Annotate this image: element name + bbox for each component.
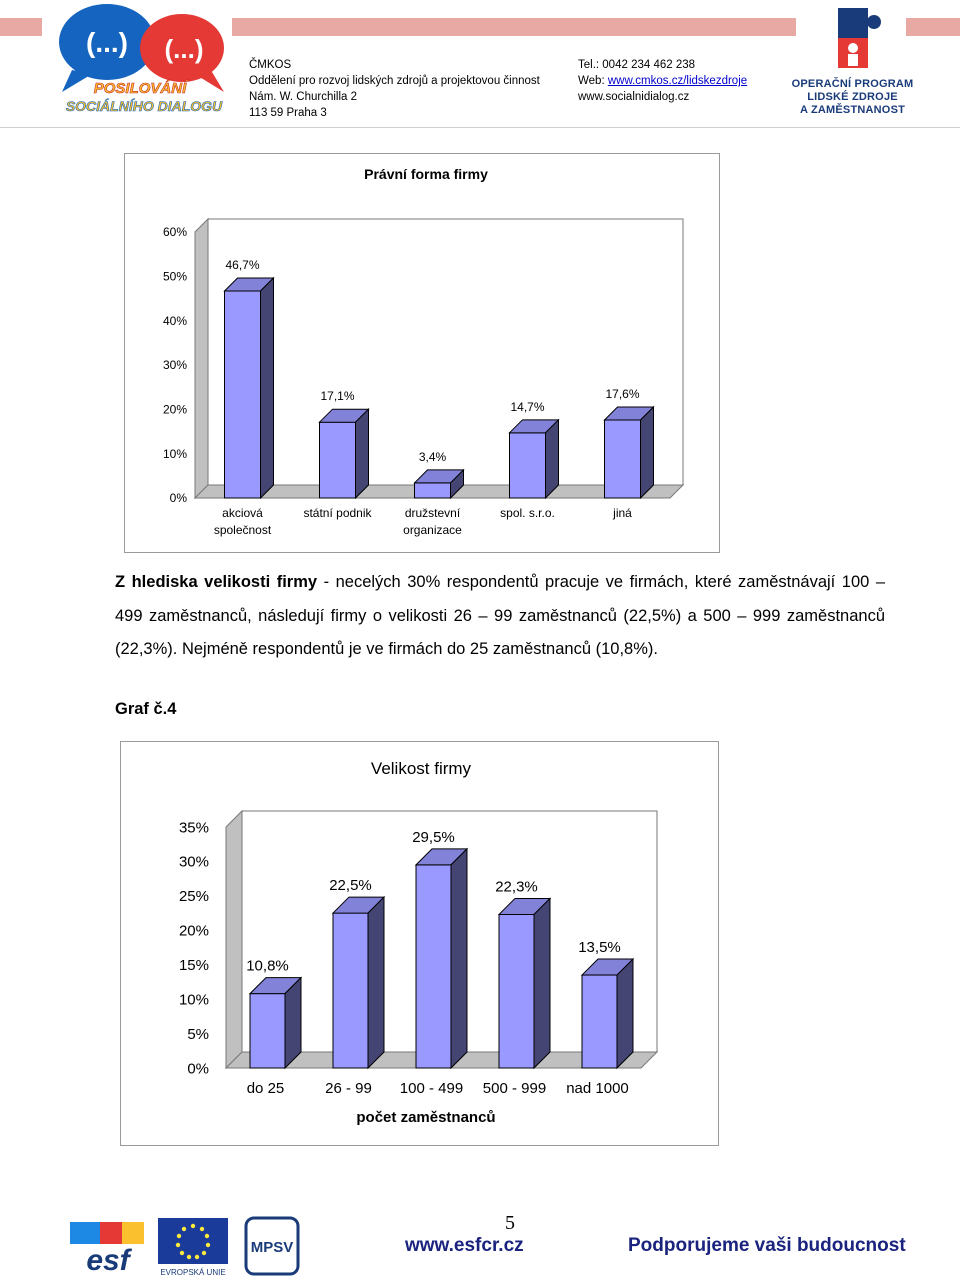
data-label: 22,3%	[495, 878, 538, 896]
page-number: 5	[505, 1212, 515, 1234]
contact-web-link[interactable]: www.cmkos.cz/lidskezdroje	[607, 75, 748, 87]
org-line-1: ČMKOS	[249, 59, 292, 71]
logo-title-line2: SOCIÁLNÍHO DIALOGU	[65, 98, 223, 114]
contact-tel: Tel.: 0042 234 462 238	[578, 59, 696, 71]
data-label: 13,5%	[578, 939, 621, 957]
contact-info	[578, 57, 747, 105]
bar-front	[225, 291, 261, 498]
y-tick-label: 30%	[178, 853, 209, 871]
eu-flag-logo	[158, 1218, 228, 1278]
y-tick-label: 30%	[162, 358, 187, 373]
x-axis-title: počet zaměstnanců	[356, 1109, 496, 1126]
y-tick-label: 25%	[178, 888, 209, 906]
x-tick-label: státní podnik	[303, 506, 372, 520]
data-label: 10,8%	[246, 957, 289, 975]
bar-side	[617, 959, 633, 1068]
bar	[416, 849, 467, 1068]
bar-front	[582, 975, 617, 1068]
data-label: 29,5%	[412, 828, 455, 846]
contact-web-label: Web:	[578, 75, 608, 87]
y-tick-label: 60%	[162, 225, 187, 240]
x-tick-label: družstevní	[404, 506, 461, 520]
body-paragraph	[115, 566, 885, 667]
bar-front	[416, 865, 451, 1068]
data-label: 22,5%	[329, 877, 372, 895]
op-line-1: OPERAČNÍ PROGRAM	[791, 78, 914, 90]
bar-side	[546, 420, 559, 498]
header-bar-left	[0, 18, 42, 36]
chart-title: Právní forma firmy	[364, 166, 488, 182]
bar	[605, 407, 654, 498]
contact-web2[interactable]: www.socialnidialog.cz	[578, 91, 690, 103]
mpsv-logo	[244, 1216, 300, 1276]
y-tick-label: 50%	[162, 269, 187, 284]
paragraph-bold-lead: Z hlediska velikosti firmy	[115, 573, 318, 591]
bar	[499, 898, 550, 1068]
data-label: 17,6%	[605, 386, 640, 401]
bar-side	[451, 849, 467, 1068]
bar	[510, 420, 559, 498]
op-line-3: A ZAMĚSTNANOST	[799, 104, 906, 116]
header-bar-center	[232, 18, 796, 36]
bar-front	[510, 433, 546, 498]
chart-title: Velikost firmy	[370, 759, 472, 778]
org-line-3: Nám. W. Churchilla 2	[249, 91, 358, 103]
x-tick-label: spol. s.r.o.	[500, 506, 555, 520]
org-line-4: 113 59 Praha 3	[249, 107, 327, 119]
logo-bubble-right: (...)	[164, 34, 204, 64]
x-tick-label: organizace	[403, 523, 462, 537]
x-tick-label: akciová	[222, 506, 263, 520]
footer-slogan: Podporujeme vaši budoucnost	[628, 1235, 906, 1256]
bar	[582, 959, 633, 1068]
op-lzz-title	[790, 78, 915, 117]
posilovani-logo	[52, 0, 237, 120]
esf-logo-text: esf	[86, 1244, 130, 1274]
bar-side	[285, 978, 301, 1068]
x-tick-label: společnost	[213, 523, 272, 537]
data-label: 3,4%	[418, 449, 447, 464]
chart-company-size	[120, 741, 719, 1146]
x-tick-label: nad 1000	[566, 1080, 629, 1097]
bar-front	[320, 422, 356, 498]
y-tick-label: 20%	[178, 922, 209, 940]
bar	[250, 978, 301, 1068]
mpsv-logo-text: MPSV	[250, 1239, 294, 1256]
x-tick-label: jiná	[613, 506, 632, 520]
x-tick-label: 500 - 999	[482, 1080, 547, 1097]
x-tick-label: 26 - 99	[325, 1080, 372, 1097]
data-label: 46,7%	[225, 257, 260, 272]
eu-caption: EVROPSKÁ UNIE	[160, 1268, 226, 1277]
bar-front	[250, 994, 285, 1068]
bar-front	[415, 483, 451, 498]
op-line-2: LIDSKÉ ZDROJE	[807, 91, 898, 103]
paragraph-text: - necelých 30% respondentů pracuje ve firmách, které zaměstnávají 100 – 499 zaměstnanců, následují firmy o velikosti 26 – 99 zaměstnanců (22,5%) a 500 – 999 zaměstnanců (22,3%). Nejméně respondentů je ve firmách do 25 zaměstnanců (10,8%).	[115, 573, 885, 658]
bar	[320, 409, 369, 498]
bar-front	[605, 420, 641, 498]
footer-url[interactable]: www.esfcr.cz	[405, 1235, 524, 1256]
bar	[225, 278, 274, 498]
chart-legal-form-svg	[125, 154, 719, 552]
page-footer	[0, 1200, 960, 1284]
y-tick-label: 20%	[162, 402, 187, 417]
bar-side	[641, 407, 654, 498]
graph-number-label: Graf č.4	[115, 700, 177, 718]
logo-bubble-left: (...)	[86, 27, 128, 58]
bar-side	[356, 409, 369, 498]
data-label: 17,1%	[320, 389, 355, 404]
x-tick-label: do 25	[246, 1080, 285, 1097]
chart-legal-form	[124, 153, 720, 553]
plot-side-wall	[195, 219, 208, 498]
y-tick-label: 10%	[162, 446, 187, 461]
y-tick-label: 15%	[178, 956, 209, 974]
bar-front	[499, 914, 534, 1068]
bar-side	[261, 278, 274, 498]
bar-side	[368, 897, 384, 1068]
y-tick-label: 10%	[178, 991, 209, 1009]
page-header	[0, 0, 960, 130]
x-tick-label: 100 - 499	[399, 1080, 464, 1097]
esf-logo	[70, 1218, 150, 1274]
data-label: 14,7%	[510, 399, 545, 414]
org-line-2: Oddělení pro rozvoj lidských zdrojů a projektovou činnost	[249, 75, 540, 87]
chart-company-size-svg	[121, 742, 718, 1145]
contact-web-row	[578, 73, 747, 89]
header-divider	[0, 127, 960, 128]
bar-front	[333, 913, 368, 1068]
plot-side-wall	[226, 811, 242, 1068]
bar	[333, 897, 384, 1068]
bar-side	[534, 898, 550, 1068]
y-tick-label: 0%	[187, 1060, 209, 1078]
y-tick-label: 40%	[162, 313, 187, 328]
y-tick-label: 5%	[187, 1025, 209, 1043]
organization-address	[249, 57, 540, 121]
y-tick-label: 0%	[169, 491, 187, 506]
logo-title-line1: POSILOVÁNÍ	[93, 80, 187, 97]
y-tick-label: 35%	[178, 819, 209, 837]
